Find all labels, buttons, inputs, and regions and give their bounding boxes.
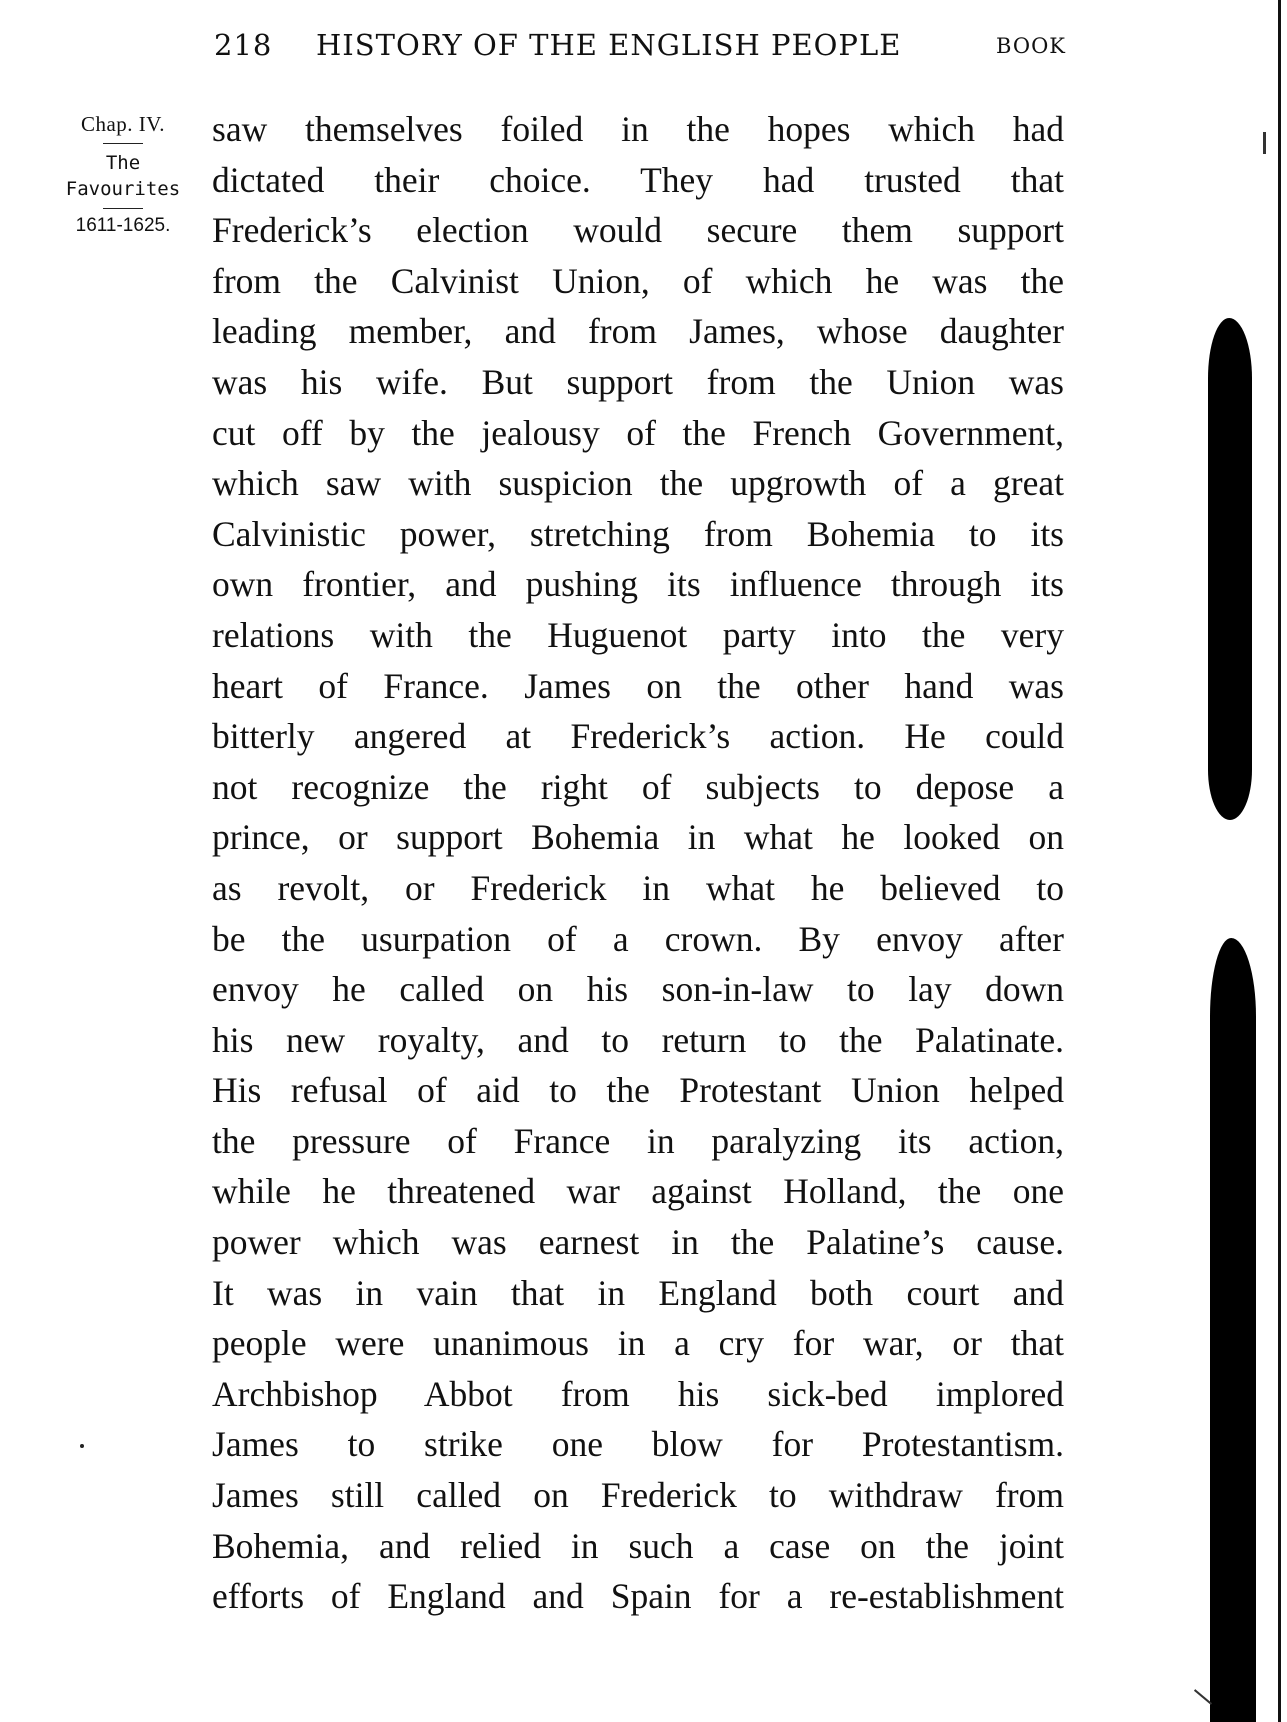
text-line: as revolt, or Frederick in what he believed to [212,867,1064,908]
text-line: not recognize the right of subjects to depose a [212,766,1064,807]
date-range: 1611-1625. [75,215,171,236]
text-line: efforts of England and Spain for a re-establishment [212,1576,1064,1617]
text-line: Calvinistic power, stretching from Bohemia to its [212,513,1064,554]
text-line: the pressure of France in paralyzing its action, [212,1120,1064,1161]
text-line: Frederick’s election would secure them support [212,210,1064,251]
running-head [210,28,1066,68]
text-line: leading member, and from James, whose daughter [212,311,1064,352]
margin-rule-top [103,143,143,144]
text-line: which saw with suspicion the upgrowth of a great [212,463,1064,504]
text-line: James still called on Frederick to withdraw from [212,1475,1064,1516]
scan-tick-mark [1263,132,1266,154]
topic-line-1: The [105,152,141,174]
scan-speck [80,1444,84,1448]
text-line: own frontier, and pushing its influence through its [212,564,1064,605]
text-line: bitterly angered at Frederick’s action. He could [212,716,1064,757]
text-line: prince, or support Bohemia in what he looked on [212,817,1064,858]
margin-notes [52,112,194,237]
text-line: relations with the Huguenot party into the very [212,614,1064,655]
text-line: from the Calvinist Union, of which he was the [212,260,1064,301]
topic-label [52,150,194,202]
ink-blot-lower [1210,938,1256,1722]
text-line: his new royalty, and to return to the Palatinate. [212,1019,1064,1060]
body-text [212,104,1064,1622]
chapter-label: Chap. IV. [80,112,166,136]
text-line: It was in vain that in England both court and [212,1272,1064,1313]
text-line: His refusal of aid to the Protestant Union helped [212,1070,1064,1111]
text-line: James to strike one blow for Protestantism. [212,1424,1064,1465]
book-label: BOOK [996,34,1066,58]
text-line: power which was earnest in the Palatine’s cause. [212,1222,1064,1263]
text-line: people were unanimous in a cry for war, or that [212,1323,1064,1364]
text-line: saw themselves foiled in the hopes which had [212,109,1064,149]
text-line: while he threatened war against Holland, the one [212,1171,1064,1212]
text-line: Archbishop Abbot from his sick-bed implored [212,1373,1064,1414]
page-number: 218 [214,28,273,62]
text-line: dictated their choice. They had trusted that [212,159,1064,200]
margin-rule-bottom [103,208,143,209]
ink-blot-upper [1208,318,1252,820]
text-line: was his wife. But support from the Union was [212,361,1064,402]
text-line: Bohemia, and relied in such a case on the joint [212,1525,1064,1566]
text-line: cut off by the jealousy of the French Government, [212,412,1064,453]
topic-line-2: Favourites [65,178,181,200]
text-line: heart of France. James on the other hand was [212,665,1064,706]
text-line: envoy he called on his son-in-law to lay down [212,969,1064,1010]
running-title: HISTORY OF THE ENGLISH PEOPLE [316,28,902,62]
binding-edge [1278,0,1281,1722]
text-line: be the usurpation of a crown. By envoy after [212,918,1064,959]
